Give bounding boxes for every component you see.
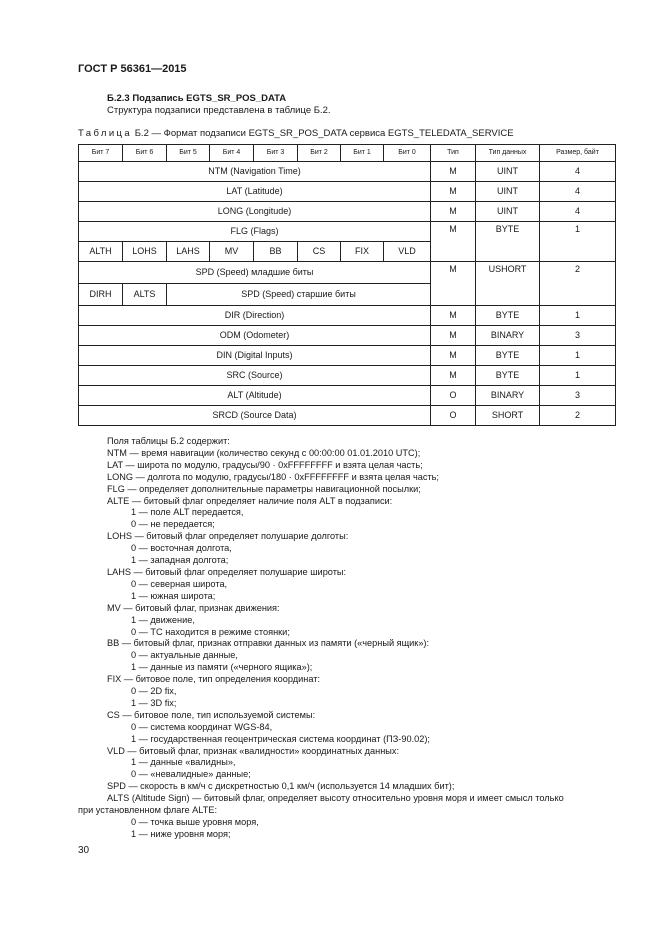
table-header-cell: Бит 5 (167, 145, 210, 162)
type-cell: O (431, 386, 476, 406)
data-type-cell: BYTE (476, 366, 540, 386)
field-value: 1 — данные из памяти («черного ящика»); (131, 662, 313, 673)
table-row-spd-low (79, 262, 616, 284)
field-name-cell: LAT (Latitude) (79, 182, 431, 202)
data-type-cell: BINARY (476, 386, 540, 406)
field-desc-cs: CS — битовое поле, тип используемой системы: (107, 709, 316, 720)
table-header-cell: Бит 3 (254, 145, 298, 162)
field-value: 0 — восточная долгота, (131, 543, 232, 554)
field-name-cell: LONG (Longitude) (79, 202, 431, 222)
table-row-lat (79, 182, 616, 202)
data-type-cell: SHORT (476, 406, 540, 426)
field-desc-lahs: LAHS — битовый флаг определяет полушарие широты: (107, 566, 347, 577)
table-header-cell: Тип данных (476, 145, 540, 162)
field-desc-bb: BB — битовый флаг, признак отправки данных из памяти («черный ящик»): (107, 638, 430, 649)
type-cell: M (431, 306, 476, 326)
table-caption-text: Б.2 — Формат подзаписи EGTS_SR_POS_DATA сервиса EGTS_TELEDATA_SERVICE (132, 128, 514, 139)
size-cell: 1 (540, 222, 616, 262)
field-value: 0 — актуальные данные, (131, 650, 238, 661)
field-desc-long: LONG — долгота по модулю, градусы/180 · 0xFFFFFFFF и взята целая часть; (107, 471, 439, 482)
table-header-cell: Бит 2 (298, 145, 341, 162)
data-type-cell: UINT (476, 162, 540, 182)
fields-intro: Поля таблицы Б.2 содержит: (107, 436, 230, 446)
bit-flag-cell: MV (210, 242, 254, 262)
table-header-cell: Тип (431, 145, 476, 162)
table-header-cell: Бит 7 (79, 145, 123, 162)
table-header-cell: Бит 6 (123, 145, 167, 162)
field-value: 1 — данные «валидны», (131, 757, 236, 768)
table-row-srcd (79, 406, 616, 426)
size-cell: 1 (540, 366, 616, 386)
bit-flag-cell: ALTH (79, 242, 123, 262)
size-cell: 3 (540, 386, 616, 406)
field-desc-ntm: NTM — время навигации (количество секунд с 00:00:00 01.01.2010 UTC); (107, 447, 421, 458)
type-cell: M (431, 262, 476, 306)
field-name-cell: SPD (Speed) младшие биты (79, 262, 431, 284)
field-name-cell: DIN (Digital Inputs) (79, 346, 431, 366)
table-row-flg (79, 222, 616, 242)
size-cell: 4 (540, 202, 616, 222)
size-cell: 1 (540, 346, 616, 366)
data-type-cell: BINARY (476, 326, 540, 346)
table-header-cell: Размер, байт (540, 145, 616, 162)
type-cell: M (431, 346, 476, 366)
field-name-cell: DIR (Direction) (79, 306, 431, 326)
data-type-cell: BYTE (476, 306, 540, 326)
size-cell: 4 (540, 162, 616, 182)
table-header-row (79, 145, 616, 162)
field-name-cell: ODM (Odometer) (79, 326, 431, 346)
field-value: 1 — 3D fix; (131, 697, 177, 708)
section-intro: Структура подзаписи представлена в таблице Б.2. (107, 105, 331, 116)
field-desc-mv: MV — битовый флаг, признак движения: (107, 602, 280, 613)
type-cell: O (431, 406, 476, 426)
table-header-cell: Бит 4 (210, 145, 254, 162)
size-cell: 2 (540, 406, 616, 426)
bit-flag-cell: CS (298, 242, 341, 262)
field-desc-fix: FIX — битовое поле, тип определения координат: (107, 674, 321, 685)
type-cell: M (431, 366, 476, 386)
field-value: 1 — ниже уровня моря; (131, 828, 231, 839)
data-type-cell: BYTE (476, 222, 540, 262)
table-row-ntm (79, 162, 616, 182)
field-desc-alts-cont: при установленном флаге ALTE: (78, 805, 218, 816)
data-type-cell: UINT (476, 182, 540, 202)
size-cell: 4 (540, 182, 616, 202)
field-value: 1 — южная широта; (131, 590, 216, 601)
field-name-cell: SRC (Source) (79, 366, 431, 386)
field-value: 0 — 2D fix, (131, 686, 177, 697)
field-desc-flg: FLG — определяет дополнительные параметры навигационной посылки; (107, 483, 421, 494)
field-desc-lat: LAT — широта по модулю, градусы/90 · 0xFFFFFFFF и взята целая часть; (107, 459, 423, 470)
field-descriptions (78, 436, 618, 841)
field-desc-vld: VLD — битовый флаг, признак «валидности» координатных данных: (107, 745, 400, 756)
document-header: ГОСТ Р 56361—2015 (78, 63, 187, 75)
table-caption (78, 128, 514, 139)
bit-flag-cell: LAHS (167, 242, 210, 262)
size-cell: 3 (540, 326, 616, 346)
data-type-cell: BYTE (476, 346, 540, 366)
section-title: Б.2.3 Подзапись EGTS_SR_POS_DATA (107, 93, 287, 104)
table-row-dir (79, 306, 616, 326)
field-value: 0 — не передается; (131, 519, 215, 530)
field-name-cell: SPD (Speed) старшие биты (167, 284, 431, 306)
data-type-cell: USHORT (476, 262, 540, 306)
format-table (78, 144, 616, 426)
field-value: 1 — государственная геоцентрическая система координат (ПЗ-90.02); (131, 733, 430, 744)
bit-flag-cell: ALTS (123, 284, 167, 306)
field-name-cell: NTM (Navigation Time) (79, 162, 431, 182)
field-value: 0 — точка выше уровня моря, (131, 817, 259, 827)
field-name-cell: FLG (Flags) (79, 222, 431, 242)
type-cell: M (431, 326, 476, 346)
type-cell: M (431, 222, 476, 262)
type-cell: M (431, 182, 476, 202)
page-number: 30 (78, 845, 90, 856)
field-value: 1 — западная долгота; (131, 555, 229, 566)
table-row-long (79, 202, 616, 222)
field-value: 0 — северная широта, (131, 578, 228, 589)
bit-flag-cell: VLD (384, 242, 431, 262)
size-cell: 1 (540, 306, 616, 326)
table-row-din (79, 346, 616, 366)
field-desc-spd: SPD — скорость в км/ч с дискретностью 0,1 км/ч (используется 14 младших бит); (107, 781, 455, 792)
type-cell: M (431, 202, 476, 222)
bit-flag-cell: DIRH (79, 284, 123, 306)
field-name-cell: SRCD (Source Data) (79, 406, 431, 426)
size-cell: 2 (540, 262, 616, 306)
table-header-cell: Бит 0 (384, 145, 431, 162)
field-value: 0 — система координат WGS-84, (131, 721, 273, 732)
bit-flag-cell: FIX (341, 242, 384, 262)
field-desc-alte: ALTE — битовый флаг определяет наличие поля ALT в подзаписи: (107, 495, 393, 506)
table-caption-label: Таблица (78, 128, 133, 139)
field-value: 1 — поле ALT передается, (131, 507, 244, 518)
field-value: 1 — движение, (131, 614, 195, 625)
field-value: 0 — ТС находится в режиме стоянки; (131, 626, 290, 637)
field-desc-alts: ALTS (Altitude Sign) — битовый флаг, определяет высоту относительно уровня моря и имеет смысл только (107, 793, 564, 804)
bit-flag-cell: BB (254, 242, 298, 262)
field-name-cell: ALT (Altitude) (79, 386, 431, 406)
table-row-alt (79, 386, 616, 406)
table-header-cell: Бит 1 (341, 145, 384, 162)
type-cell: M (431, 162, 476, 182)
table-row-odm (79, 326, 616, 346)
field-value: 0 — «невалидные» данные; (131, 769, 251, 780)
field-desc-lohs: LOHS — битовый флаг определяет полушарие долготы: (107, 531, 349, 542)
table-row-src (79, 366, 616, 386)
bit-flag-cell: LOHS (123, 242, 167, 262)
data-type-cell: UINT (476, 202, 540, 222)
